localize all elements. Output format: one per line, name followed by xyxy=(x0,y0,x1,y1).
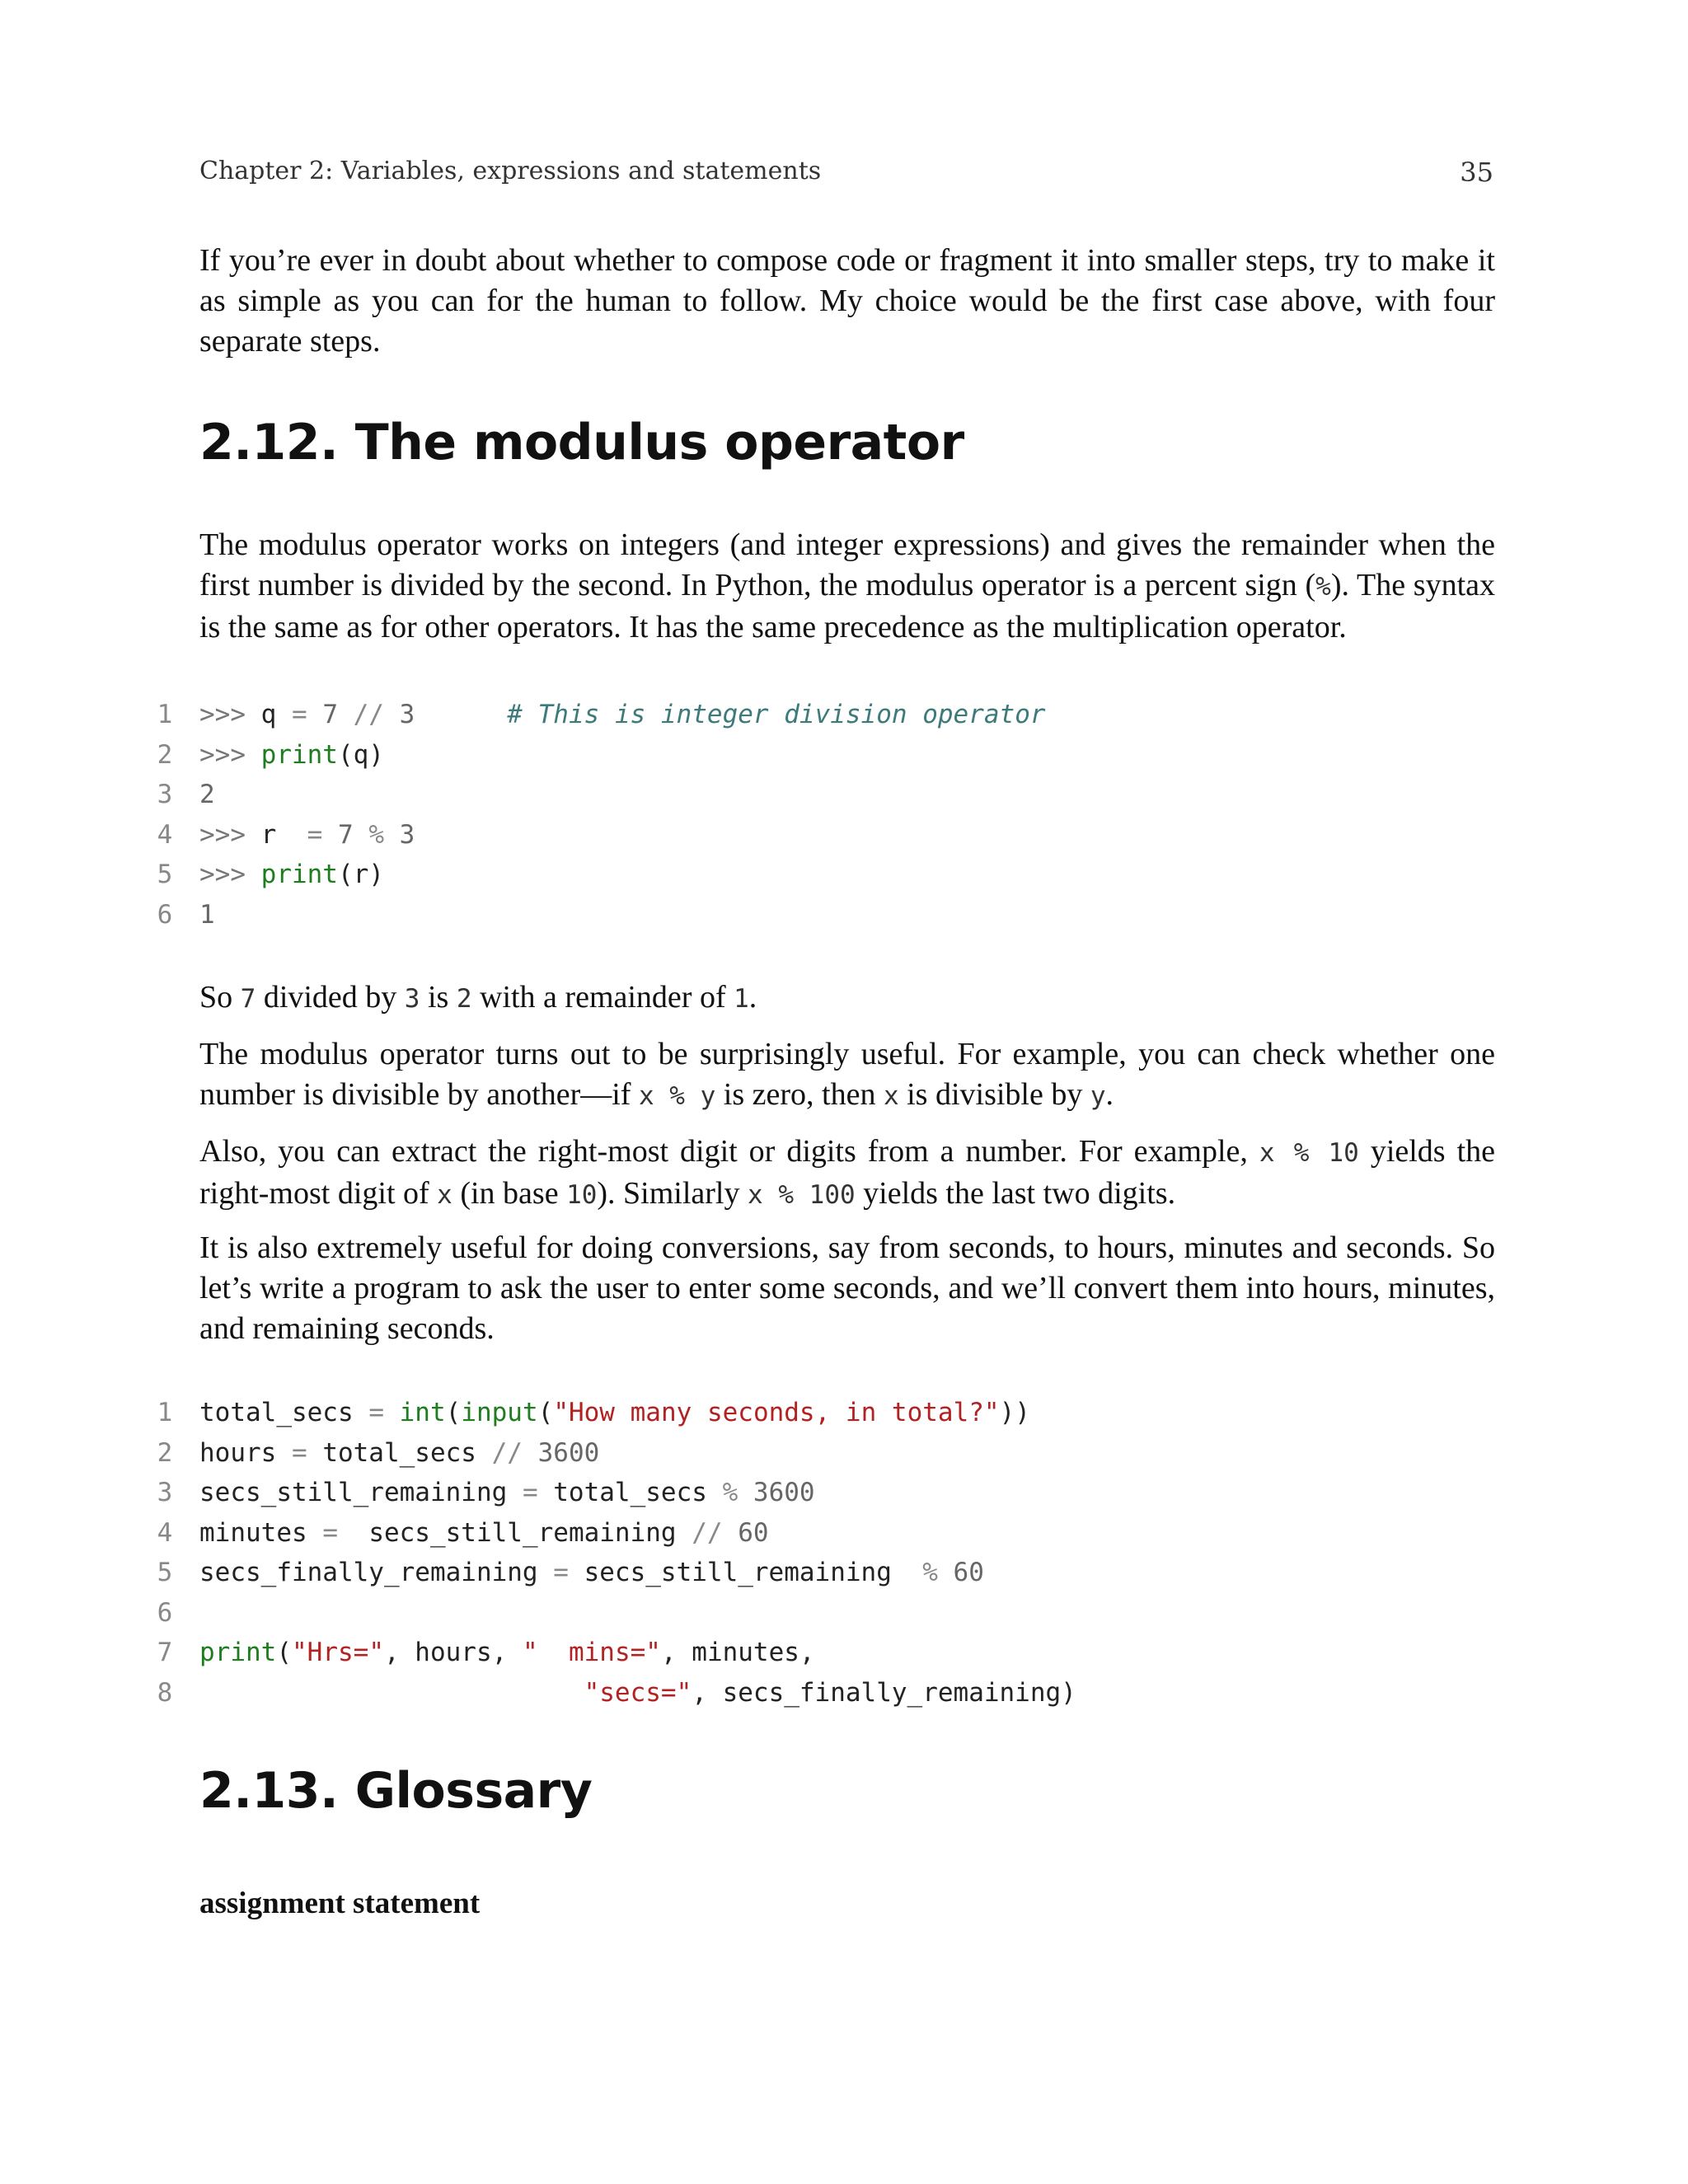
inline-code: x % 100 xyxy=(748,1180,856,1210)
code-token-plain: )) xyxy=(999,1398,1030,1427)
inline-code: 7 xyxy=(240,984,256,1014)
code-line xyxy=(140,855,1541,895)
code-text xyxy=(199,895,215,935)
code-token-op: // xyxy=(692,1517,738,1548)
code-block-integer-division xyxy=(140,695,1541,935)
line-number: 6 xyxy=(157,899,173,930)
code-token-op: % xyxy=(722,1478,753,1507)
code-text xyxy=(199,1473,815,1513)
inline-code: y xyxy=(1090,1081,1106,1111)
code-token-op: = xyxy=(322,1517,369,1548)
code-text xyxy=(199,815,415,855)
code-token-plain: hours xyxy=(199,1437,292,1468)
code-line xyxy=(140,1513,1541,1554)
code-token-plain: total_secs xyxy=(553,1478,723,1507)
inline-code: % xyxy=(1315,572,1331,602)
modulus-intro-paragraph: The modulus operator works on integers (and integer expressions) and gives the remainder when the first number is divided by the second. In Python, the modulus operator is a percent sign (%). The syntax is the same as for other operators. It has the same precedence as the multiplication operator. xyxy=(199,527,1495,644)
code-token-op: = xyxy=(368,1398,400,1427)
code-token-builtin: print xyxy=(260,739,338,770)
code-line xyxy=(140,735,1541,776)
code-token-plain: ( xyxy=(445,1398,462,1427)
code-token-op: % xyxy=(368,819,400,850)
code-line xyxy=(140,1433,1541,1474)
code-token-plain: total_secs xyxy=(322,1437,492,1468)
line-number: 1 xyxy=(157,1398,173,1427)
code-token-plain: q xyxy=(260,700,292,729)
code-token-prompt: >>> xyxy=(199,860,261,889)
line-number: 2 xyxy=(157,1437,173,1468)
inline-code: x % 10 xyxy=(1259,1138,1359,1168)
line-number: 3 xyxy=(157,780,173,809)
code-token-string: " mins=" xyxy=(522,1638,661,1667)
section-heading-modulus: 2.12. The modulus operator xyxy=(199,414,964,471)
code-line xyxy=(140,1553,1541,1593)
code-token-op: = xyxy=(307,819,338,850)
code-line xyxy=(140,1473,1541,1513)
code-line xyxy=(140,815,1541,855)
code-token-plain: secs_still_remaining xyxy=(584,1558,923,1587)
code-text xyxy=(199,1633,815,1673)
page-number: 35 xyxy=(1460,157,1493,188)
code-token-comment: # This is integer division operator xyxy=(507,700,1046,729)
code-token-builtin: print xyxy=(199,1638,277,1667)
code-token-plain: ( xyxy=(276,1638,292,1667)
inline-code: x xyxy=(437,1180,452,1210)
line-number: 5 xyxy=(157,860,173,889)
code-token-plain: , hours, xyxy=(383,1638,523,1667)
line-number: 4 xyxy=(157,819,173,850)
code-token-prompt: >>> xyxy=(199,739,261,770)
code-token-num: 3 xyxy=(399,700,415,729)
code-token-op: = xyxy=(522,1478,554,1507)
code-token-op: = xyxy=(291,700,323,729)
code-token-plain: (r) xyxy=(337,860,384,889)
code-token-plain: ( xyxy=(537,1398,554,1427)
code-token-op: = xyxy=(291,1437,323,1468)
inline-code: 2 xyxy=(456,984,472,1014)
code-token-plain: , secs_finally_remaining) xyxy=(692,1677,1076,1708)
inline-code: 1 xyxy=(734,984,749,1014)
code-token-plain xyxy=(415,700,507,729)
code-token-num: 3 xyxy=(399,819,415,850)
code-block-time-conversion xyxy=(140,1393,1541,1713)
code-token-num: 3600 xyxy=(537,1437,600,1468)
code-token-op: % xyxy=(922,1558,954,1587)
code-text xyxy=(199,1553,984,1593)
line-number: 6 xyxy=(157,1597,173,1628)
code-token-builtin: int xyxy=(399,1398,446,1427)
code-token-string: "secs=" xyxy=(584,1677,692,1708)
line-number: 2 xyxy=(157,739,173,770)
code-token-num: 1 xyxy=(199,899,215,930)
glossary-term: assignment statement xyxy=(199,1886,481,1920)
code-text xyxy=(199,1433,599,1474)
code-token-plain: secs_still_remaining xyxy=(199,1478,523,1507)
code-token-num: 60 xyxy=(953,1558,984,1587)
code-token-prompt: >>> xyxy=(199,819,261,850)
code-text xyxy=(199,855,384,895)
code-token-num: 2 xyxy=(199,780,215,809)
code-token-string: "How many seconds, in total?" xyxy=(553,1398,1000,1427)
chapter-title: Chapter 2: Variables, expressions and statements xyxy=(199,157,822,185)
digits-paragraph: Also, you can extract the right-most digit or digits from a number. For example, x % 10 yields the right-most digit of x (in base 10). Similarly x % 100 yields the last two digits. xyxy=(199,1134,1495,1211)
line-number: 5 xyxy=(157,1558,173,1587)
code-token-plain: secs_finally_remaining xyxy=(199,1558,554,1587)
code-line xyxy=(140,695,1541,735)
section-heading-glossary: 2.13. Glossary xyxy=(199,1762,593,1820)
inline-code: 3 xyxy=(404,984,420,1014)
running-header xyxy=(199,157,1493,193)
line-number: 7 xyxy=(157,1638,173,1667)
code-token-plain: secs_still_remaining xyxy=(368,1517,692,1548)
code-token-op: // xyxy=(353,700,400,729)
line-number: 3 xyxy=(157,1478,173,1507)
code-token-num: 7 xyxy=(322,700,354,729)
code-token-builtin: input xyxy=(461,1398,538,1427)
code-line xyxy=(140,895,1541,935)
code-token-plain: r xyxy=(260,819,307,850)
code-token-plain: (q) xyxy=(337,739,384,770)
code-text xyxy=(199,1673,1076,1713)
code-token-plain: total_secs xyxy=(199,1398,369,1427)
code-text xyxy=(199,735,384,776)
code-line xyxy=(140,775,1541,815)
code-token-plain: minutes xyxy=(199,1517,323,1548)
inline-code: x % y xyxy=(638,1081,716,1111)
remainder-paragraph: So 7 divided by 3 is 2 with a remainder of 1. xyxy=(199,980,757,1015)
code-token-string: "Hrs=" xyxy=(292,1638,384,1667)
code-token-plain xyxy=(199,1678,584,1708)
code-token-num: 3600 xyxy=(753,1478,815,1507)
line-number: 8 xyxy=(157,1677,173,1708)
code-token-prompt: >>> xyxy=(199,700,261,729)
code-text xyxy=(199,775,215,815)
intro-paragraph: If you’re ever in doubt about whether to compose code or fragment it into smaller steps, try to make it as simple as you can for the human to follow. My choice would be the first case above, with four separate steps. xyxy=(199,243,1495,359)
inline-code: x xyxy=(883,1081,899,1111)
code-line xyxy=(140,1673,1541,1713)
code-text xyxy=(199,695,1046,735)
line-number: 1 xyxy=(157,700,173,729)
code-line xyxy=(140,1393,1541,1433)
code-text xyxy=(199,1513,769,1554)
code-token-plain: , minutes, xyxy=(660,1638,815,1667)
code-token-num: 60 xyxy=(738,1517,769,1548)
line-number: 4 xyxy=(157,1517,173,1548)
code-text xyxy=(199,1393,1030,1433)
code-token-num: 7 xyxy=(337,819,369,850)
code-token-builtin: print xyxy=(260,860,338,889)
code-token-op: = xyxy=(553,1558,584,1587)
code-line xyxy=(140,1593,1541,1633)
inline-code: 10 xyxy=(566,1180,598,1210)
conversion-paragraph: It is also extremely useful for doing conversions, say from seconds, to hours, minutes and seconds. So let’s write a program to ask the user to enter some seconds, and we’ll convert them into hours, minutes, and remaining seconds. xyxy=(199,1230,1495,1346)
divisibility-paragraph: The modulus operator turns out to be surprisingly useful. For example, you can check whether one number is divisible by another—if x % y is zero, then x is divisible by y. xyxy=(199,1037,1495,1112)
code-token-op: // xyxy=(491,1437,538,1468)
code-line xyxy=(140,1633,1541,1673)
